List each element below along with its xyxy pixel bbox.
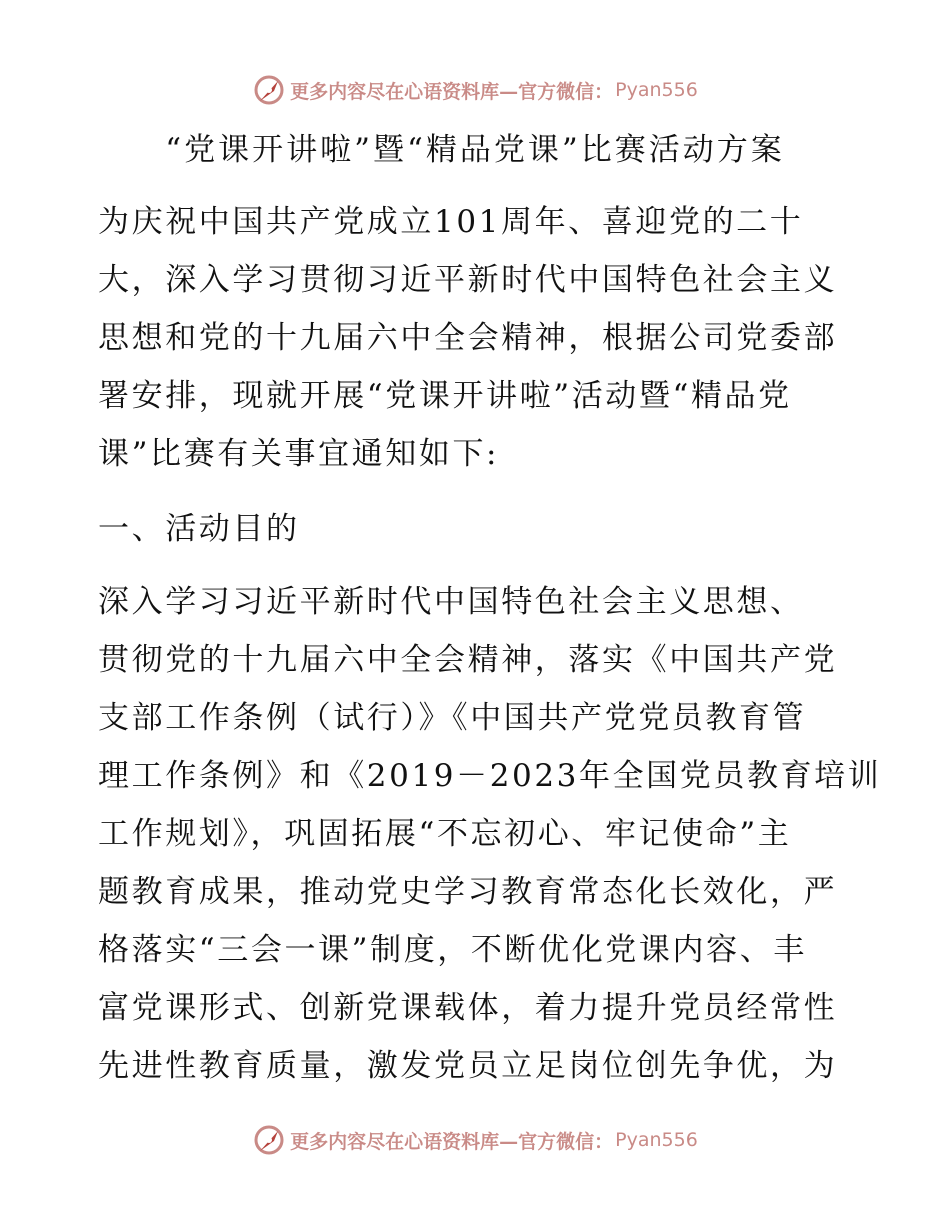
section-line: 理工作条例》和《2019－2023年全国党员教育培训: [98, 758, 882, 794]
intro-line: 思想和党的十九届六中全会精神，根据公司党委部: [98, 320, 838, 356]
quill-circle-logo-icon: [252, 73, 286, 107]
section-line: 支部工作条例（试行）》《中国共产党党员教育管: [98, 700, 807, 736]
watermark-handle: Pyan556: [615, 79, 698, 101]
intro-line: 署安排，现就开展“党课开讲啦”活动暨“精品党: [98, 378, 792, 414]
section-line: 深入学习习近平新时代中国特色社会主义思想、: [98, 584, 804, 620]
intro-line: 大，深入学习贯彻习近平新时代中国特色社会主义: [98, 262, 838, 298]
section-line: 格落实“三会一课”制度，不断优化党课内容、丰: [98, 932, 807, 968]
section-line: 题教育成果，推动党史学习教育常态化长效化，严: [98, 874, 838, 910]
section-line: 贯彻党的十九届六中全会精神，落实《中国共产党: [98, 642, 838, 678]
section-heading-text: 一、活动目的: [98, 511, 300, 547]
document-title: “党课开讲啦”暨“精品党课”比赛活动方案: [165, 132, 785, 168]
section-paragraph: [98, 573, 882, 1095]
section-line: 富党课形式、创新党课载体，着力提升党员经常性: [98, 990, 838, 1026]
intro-line: 为庆祝中国共产党成立101周年、喜迎党的二十: [98, 204, 804, 240]
intro-paragraph: [98, 193, 858, 483]
section-line: 工作规划》，巩固拓展“不忘初心、牢记使命”主: [98, 816, 792, 852]
section-line: 先进性教育质量，激发党员立足岗位创先争优，为: [98, 1048, 838, 1084]
watermark-handle: Pyan556: [615, 1129, 698, 1151]
watermark-header: [0, 70, 950, 110]
intro-line: 课”比赛有关事宜通知如下:: [98, 436, 500, 472]
watermark-text: 更多内容尽在心语资料库—官方微信：: [290, 80, 614, 103]
watermark-text: 更多内容尽在心语资料库—官方微信：: [290, 1130, 614, 1153]
watermark-footer: [0, 1120, 950, 1160]
section-heading: [98, 500, 858, 558]
quill-circle-logo-icon: [252, 1123, 286, 1157]
